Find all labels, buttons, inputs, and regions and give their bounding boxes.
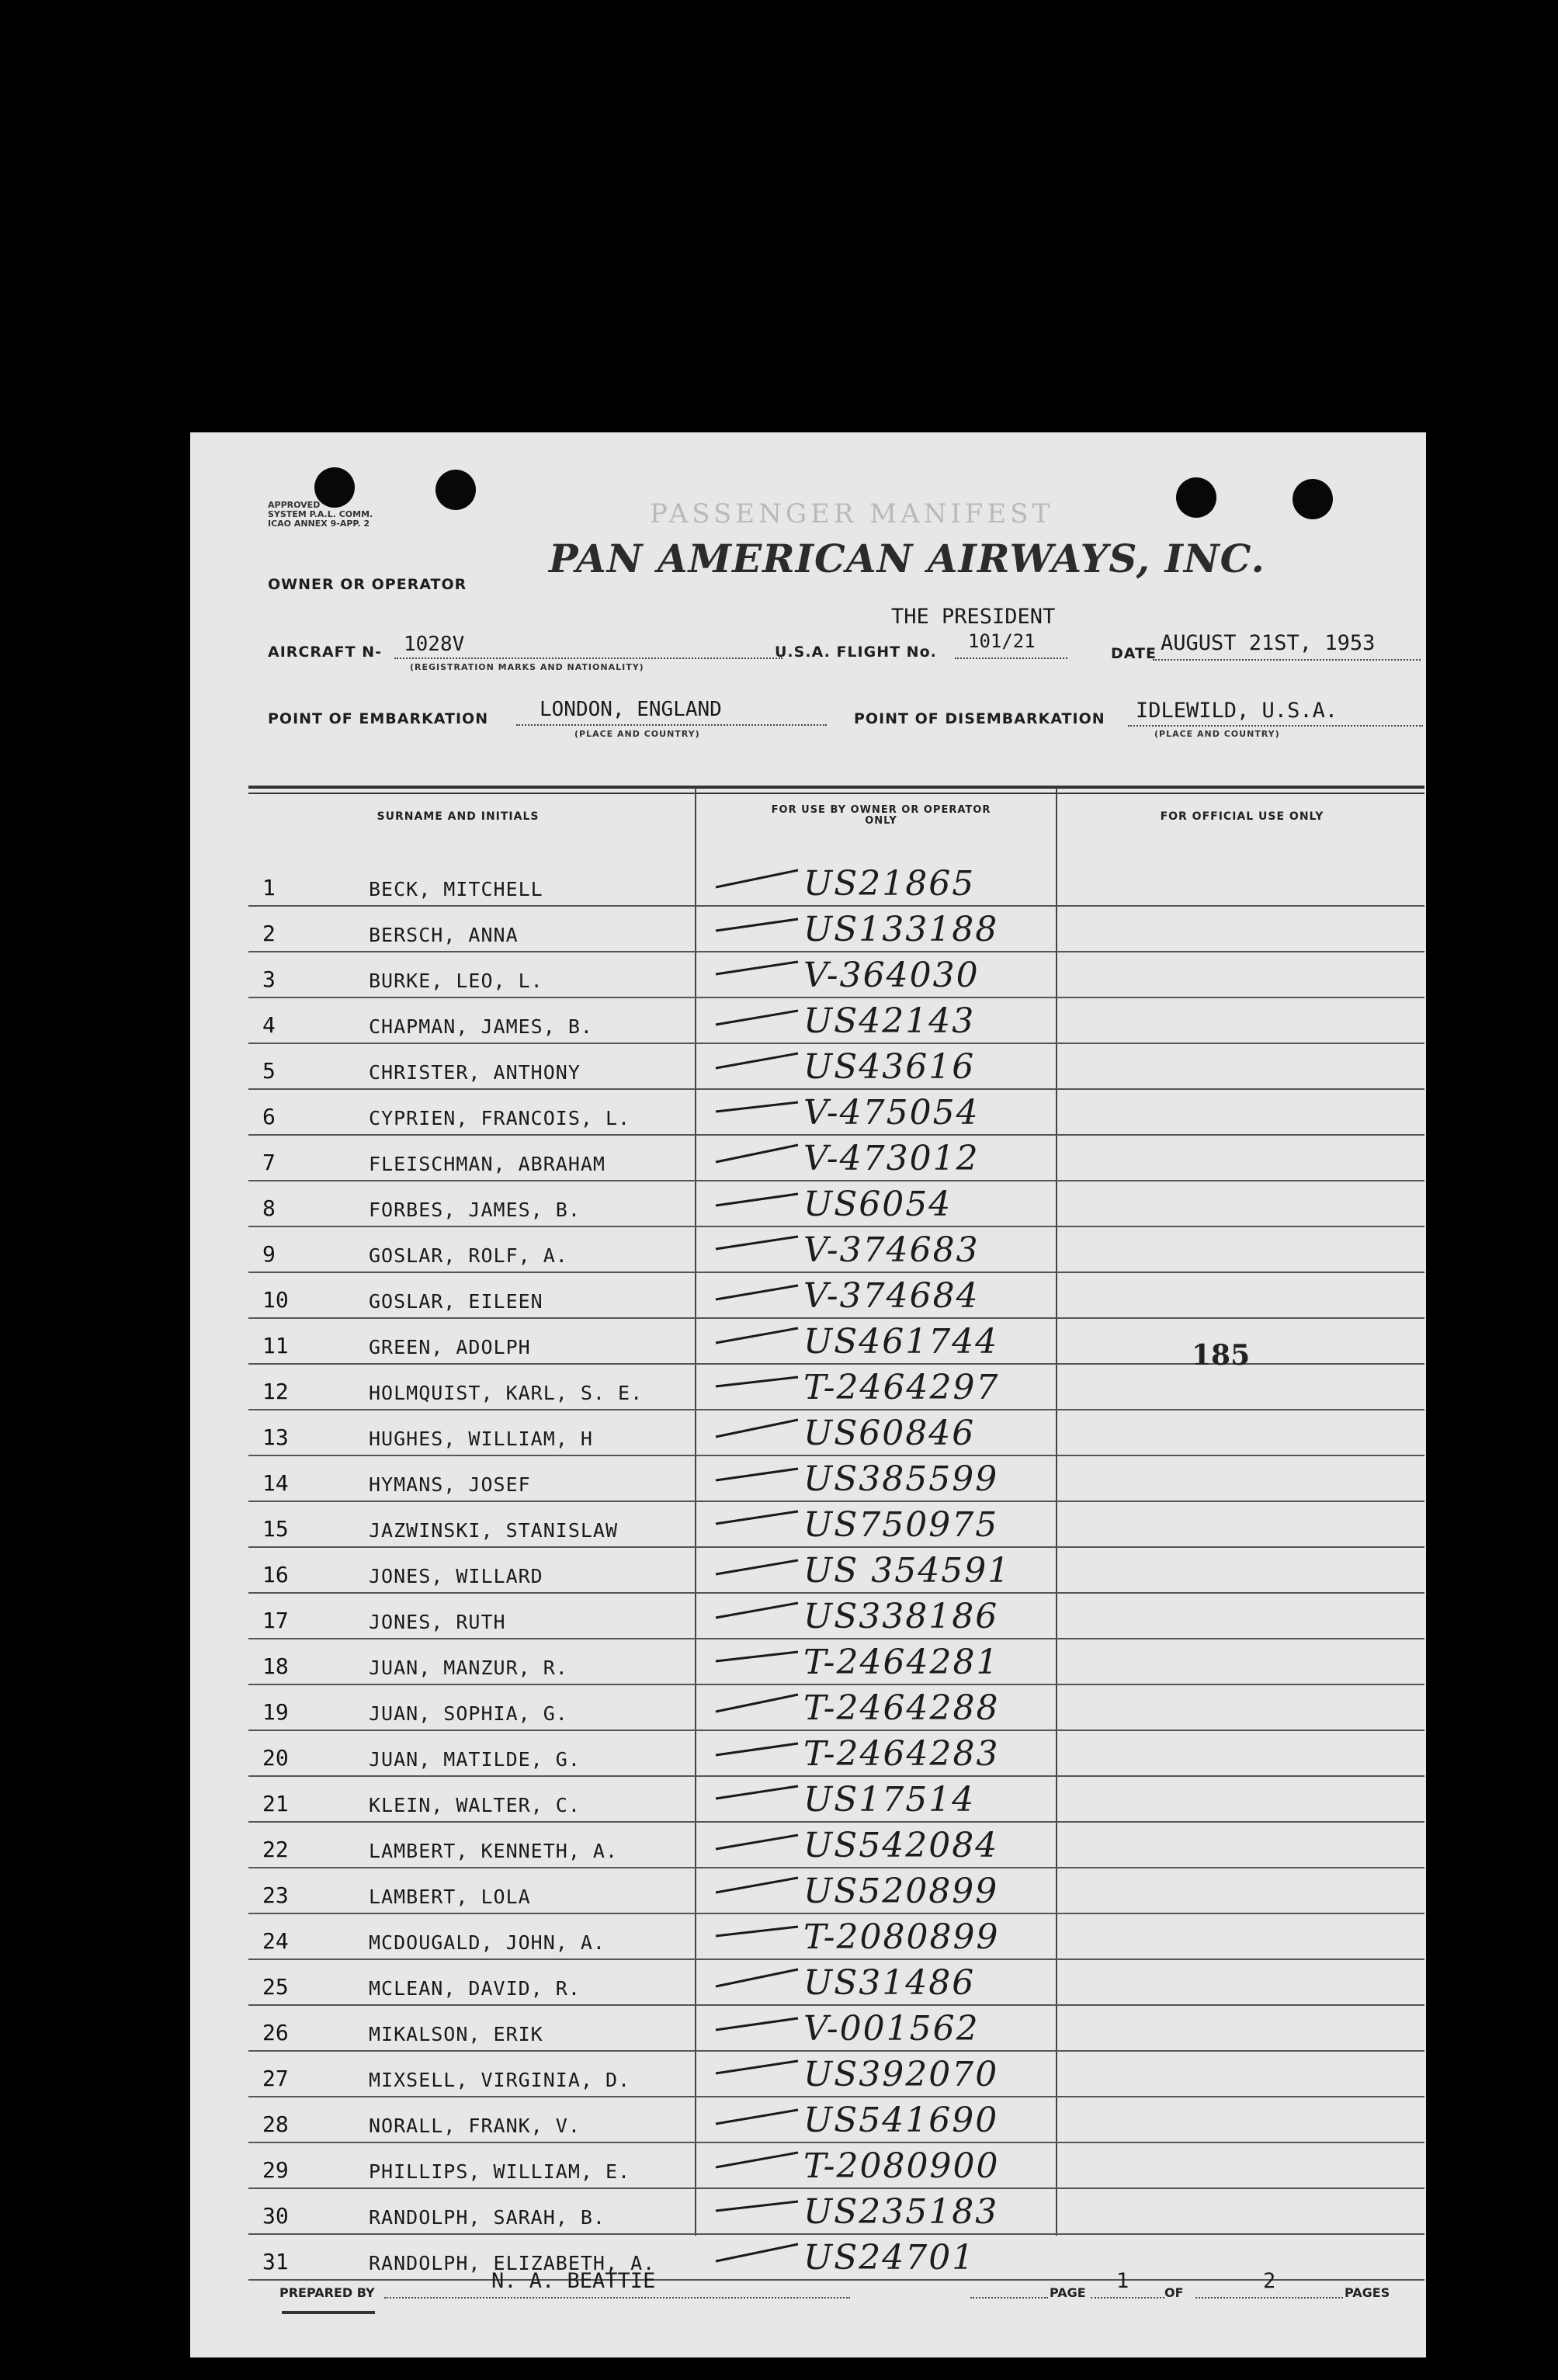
passenger-name: CHRISTER, ANTHONY (369, 1061, 581, 1084)
flight-label: U.S.A. FLIGHT No. (775, 644, 937, 661)
check-mark-icon (714, 1829, 800, 1852)
passport-number: US750975 (803, 1505, 999, 1545)
check-mark-icon (714, 1142, 800, 1165)
table-row (248, 1775, 1424, 1823)
check-mark-icon (714, 2104, 800, 2127)
row-number: 19 (262, 1699, 289, 1725)
passport-number: US24701 (803, 2238, 976, 2278)
passenger-name: GOSLAR, ROLF, A. (369, 1244, 568, 1267)
row-number: 26 (262, 2020, 289, 2045)
owner-label: OWNER OR OPERATOR (268, 576, 467, 593)
passenger-name: JONES, WILLARD (369, 1565, 543, 1587)
passenger-name: GREEN, ADOLPH (369, 1336, 531, 1358)
check-mark-icon (714, 1875, 800, 1898)
check-mark-icon (714, 959, 800, 982)
check-mark-icon (714, 1050, 800, 1074)
table-row (248, 1592, 1424, 1639)
table-row (248, 2096, 1424, 2143)
aircraft-sub: (REGISTRATION MARKS AND NATIONALITY) (410, 662, 644, 672)
table-row (248, 1180, 1424, 1227)
passport-number: V-374684 (803, 1276, 980, 1316)
table-row (248, 1867, 1424, 1914)
table-row (248, 1088, 1424, 1136)
company-name: PAN AMERICAN AIRWAYS, INC. (549, 536, 1265, 581)
check-mark-icon (714, 1188, 800, 1211)
punch-hole-right-2 (1293, 479, 1333, 519)
check-mark-icon (714, 2012, 800, 2035)
passport-number: US 354591 (803, 1551, 1011, 1591)
passport-number: US338186 (803, 1597, 999, 1636)
row-number: 18 (262, 1653, 289, 1679)
check-mark-icon (714, 1508, 800, 1532)
check-mark-icon (714, 2195, 800, 2219)
passport-number: T-2080899 (803, 1917, 1000, 1957)
approval-line: SYSTEM P.A.L. COMM. (268, 509, 373, 519)
flight-value: 101/21 (968, 630, 1036, 652)
passenger-name: RANDOLPH, ELIZABETH, A. (369, 2252, 656, 2274)
date-value: AUGUST 21ST, 1953 (1161, 631, 1376, 655)
table-row (248, 1501, 1424, 1548)
passport-number: US520899 (803, 1872, 999, 1911)
table-row (248, 1729, 1424, 1777)
check-mark-icon (714, 1691, 800, 1715)
manifest-sheet (190, 432, 1426, 2357)
passenger-name: LAMBERT, LOLA (369, 1886, 531, 1908)
disembark-value: IDLEWILD, U.S.A. (1136, 699, 1338, 723)
embark-label: POINT OF EMBARKATION (268, 710, 489, 727)
table-row (248, 1134, 1424, 1181)
table-row (248, 2004, 1424, 2052)
page-value-line (1091, 2297, 1164, 2298)
row-number: 2 (262, 921, 276, 946)
row-number: 3 (262, 966, 276, 992)
passport-number: US235183 (803, 2192, 999, 2232)
check-mark-icon (714, 1554, 800, 1577)
passenger-name: FLEISCHMAN, ABRAHAM (369, 1153, 606, 1175)
passport-number: US31486 (803, 1963, 976, 2003)
table-row (248, 1913, 1424, 1960)
passenger-name: JUAN, MANZUR, R. (369, 1657, 568, 1679)
row-number: 24 (262, 1928, 289, 1954)
page-label: PAGE (1050, 2285, 1086, 2300)
passport-number: T-2464281 (803, 1643, 1000, 1682)
check-mark-icon (714, 867, 800, 890)
passport-number: V-001562 (803, 2009, 980, 2049)
row-number: 16 (262, 1562, 289, 1587)
row-number: 23 (262, 1882, 289, 1908)
punch-hole-right-1 (1176, 477, 1216, 518)
passenger-name: JUAN, MATILDE, G. (369, 1748, 581, 1771)
row-number: 7 (262, 1150, 276, 1175)
passenger-name: RANDOLPH, SARAH, B. (369, 2206, 606, 2229)
disembark-sub: (PLACE AND COUNTRY) (1154, 729, 1280, 739)
passport-number: V-475054 (803, 1093, 980, 1133)
passenger-name: PHILLIPS, WILLIAM, E. (369, 2160, 631, 2183)
passenger-name: NORALL, FRANK, V. (369, 2115, 581, 2137)
approval-block (268, 501, 373, 529)
passport-number: US43616 (803, 1047, 976, 1087)
passport-number: US133188 (803, 910, 999, 949)
table-row (248, 1226, 1424, 1273)
row-number: 13 (262, 1424, 289, 1450)
row-number: 10 (262, 1287, 289, 1313)
table-row (248, 2233, 1424, 2281)
embark-sub: (PLACE AND COUNTRY) (574, 729, 700, 739)
row-number: 15 (262, 1516, 289, 1542)
passport-number: V-374683 (803, 1230, 980, 1270)
table-row (248, 905, 1424, 952)
check-mark-icon (714, 1600, 800, 1623)
check-mark-icon (714, 913, 800, 936)
table-row (248, 997, 1424, 1044)
table-row (248, 2142, 1424, 2189)
check-mark-icon (714, 1325, 800, 1348)
official-mark: 185 (1192, 1339, 1251, 1372)
row-number: 29 (262, 2157, 289, 2183)
passport-number: US60846 (803, 1414, 976, 1453)
row-number: 27 (262, 2066, 289, 2091)
passenger-name: JAZWINSKI, STANISLAW (369, 1519, 619, 1542)
table-row (248, 859, 1424, 907)
check-mark-icon (714, 1417, 800, 1440)
passenger-name: JUAN, SOPHIA, G. (369, 1702, 568, 1725)
passenger-name: JONES, RUTH (369, 1611, 506, 1633)
check-mark-icon (714, 1371, 800, 1394)
table-row (248, 1043, 1424, 1090)
passport-number: US541690 (803, 2101, 999, 2140)
row-number: 12 (262, 1379, 289, 1404)
passenger-name: HYMANS, JOSEF (369, 1473, 531, 1496)
check-mark-icon (714, 1783, 800, 1806)
table-row (248, 1546, 1424, 1594)
table-row (248, 1821, 1424, 1868)
row-number: 14 (262, 1470, 289, 1496)
page-line (970, 2297, 1048, 2298)
passport-number: US461744 (803, 1322, 999, 1362)
row-number: 5 (262, 1058, 276, 1084)
passport-number: T-2080900 (803, 2146, 1000, 2186)
check-mark-icon (714, 2241, 800, 2264)
table-row (248, 2050, 1424, 2097)
approval-line: APPROVED (268, 500, 321, 510)
passport-number: US385599 (803, 1459, 999, 1499)
column-header-official: FOR OFFICIAL USE ONLY (1160, 810, 1324, 823)
passenger-name: MCLEAN, DAVID, R. (369, 1977, 581, 2000)
column-header-owner: FOR USE BY OWNER OR OPERATOR ONLY (771, 804, 991, 827)
row-number: 8 (262, 1195, 276, 1221)
table-row (248, 1272, 1424, 1319)
check-mark-icon (714, 1646, 800, 1669)
passport-number: US392070 (803, 2055, 999, 2094)
flight-name: THE PRESIDENT (891, 605, 1056, 629)
passenger-name: KLEIN, WALTER, C. (369, 1794, 581, 1816)
check-mark-icon (714, 1737, 800, 1761)
passenger-name: LAMBERT, KENNETH, A. (369, 1840, 619, 1862)
passport-number: US6054 (803, 1185, 952, 1224)
passport-number: T-2464297 (803, 1368, 1000, 1407)
table-row (248, 1638, 1424, 1685)
disembark-label: POINT OF DISEMBARKATION (854, 710, 1105, 727)
form-title: PASSENGER MANIFEST (650, 498, 1054, 529)
passenger-name: CYPRIEN, FRANCOIS, L. (369, 1107, 631, 1129)
passport-number: US42143 (803, 1001, 976, 1041)
disembark-line (1128, 725, 1423, 727)
passenger-name: MCDOUGALD, JOHN, A. (369, 1931, 606, 1954)
check-mark-icon (714, 1462, 800, 1486)
row-number: 4 (262, 1012, 276, 1038)
passport-number: US17514 (803, 1780, 976, 1820)
page-value: 1 (1116, 2269, 1129, 2293)
table-top-rule (248, 786, 1424, 789)
table-row (248, 1684, 1424, 1731)
table-row (248, 1409, 1424, 1456)
passenger-name: MIXSELL, VIRGINIA, D. (369, 2069, 631, 2091)
passenger-name: MIKALSON, ERIK (369, 2023, 543, 2045)
row-number: 31 (262, 2249, 289, 2274)
check-mark-icon (714, 1004, 800, 1028)
row-number: 1 (262, 875, 276, 900)
passport-number: V-364030 (803, 956, 980, 995)
check-mark-icon (714, 2149, 800, 2173)
row-number: 21 (262, 1791, 289, 1816)
row-number: 30 (262, 2203, 289, 2229)
passport-number: V-473012 (803, 1139, 980, 1178)
check-mark-icon (714, 1279, 800, 1303)
embark-line (516, 724, 827, 726)
aircraft-label: AIRCRAFT N- (268, 644, 383, 661)
row-number: 28 (262, 2111, 289, 2137)
row-number: 17 (262, 1608, 289, 1633)
table-row (248, 2187, 1424, 2235)
row-number: 9 (262, 1241, 276, 1267)
passenger-name: HOLMQUIST, KARL, S. E. (369, 1382, 644, 1404)
form-number-mark (282, 2311, 375, 2322)
passport-number: US542084 (803, 1826, 999, 1865)
approval-line: ICAO ANNEX 9-APP. 2 (268, 519, 370, 529)
embark-value: LONDON, ENGLAND (540, 698, 722, 721)
passenger-name: BERSCH, ANNA (369, 924, 519, 946)
check-mark-icon (714, 1966, 800, 1990)
prepared-label: PREPARED BY (279, 2285, 375, 2300)
punch-hole-left-2 (435, 470, 476, 510)
passenger-name: BURKE, LEO, L. (369, 970, 543, 992)
passenger-name: CHAPMAN, JAMES, B. (369, 1015, 593, 1038)
prepared-line (384, 2297, 850, 2298)
check-mark-icon (714, 1920, 800, 1944)
column-header-name: SURNAME AND INITIALS (376, 810, 540, 823)
of-label: OF (1164, 2285, 1184, 2300)
date-line (1153, 659, 1421, 661)
passport-number: T-2464283 (803, 1734, 1000, 1774)
pages-label: PAGES (1345, 2285, 1390, 2300)
row-number: 20 (262, 1745, 289, 1771)
check-mark-icon (714, 1096, 800, 1119)
check-mark-icon (714, 1233, 800, 1257)
flight-line (955, 657, 1067, 659)
of-value: 2 (1263, 2269, 1276, 2293)
row-number: 11 (262, 1333, 289, 1358)
passenger-name: FORBES, JAMES, B. (369, 1199, 581, 1221)
table-top-rule-2 (248, 793, 1424, 794)
check-mark-icon (714, 2058, 800, 2081)
passenger-name: HUGHES, WILLIAM, H (369, 1428, 593, 1450)
row-number: 22 (262, 1837, 289, 1862)
passenger-name: GOSLAR, EILEEN (369, 1290, 543, 1313)
row-number: 25 (262, 1974, 289, 2000)
of-value-line (1195, 2297, 1343, 2298)
table-row (248, 1958, 1424, 2006)
table-row (248, 1455, 1424, 1502)
aircraft-value: 1028V (404, 633, 465, 656)
date-label: DATE (1111, 645, 1157, 662)
prepared-value: N. A. BEATTIE (491, 2269, 656, 2293)
table-row (248, 951, 1424, 998)
passport-number: T-2464288 (803, 1688, 1000, 1728)
aircraft-line (394, 657, 782, 659)
row-number: 6 (262, 1104, 276, 1129)
passenger-name: BECK, MITCHELL (369, 878, 543, 900)
passport-number: US21865 (803, 864, 976, 904)
